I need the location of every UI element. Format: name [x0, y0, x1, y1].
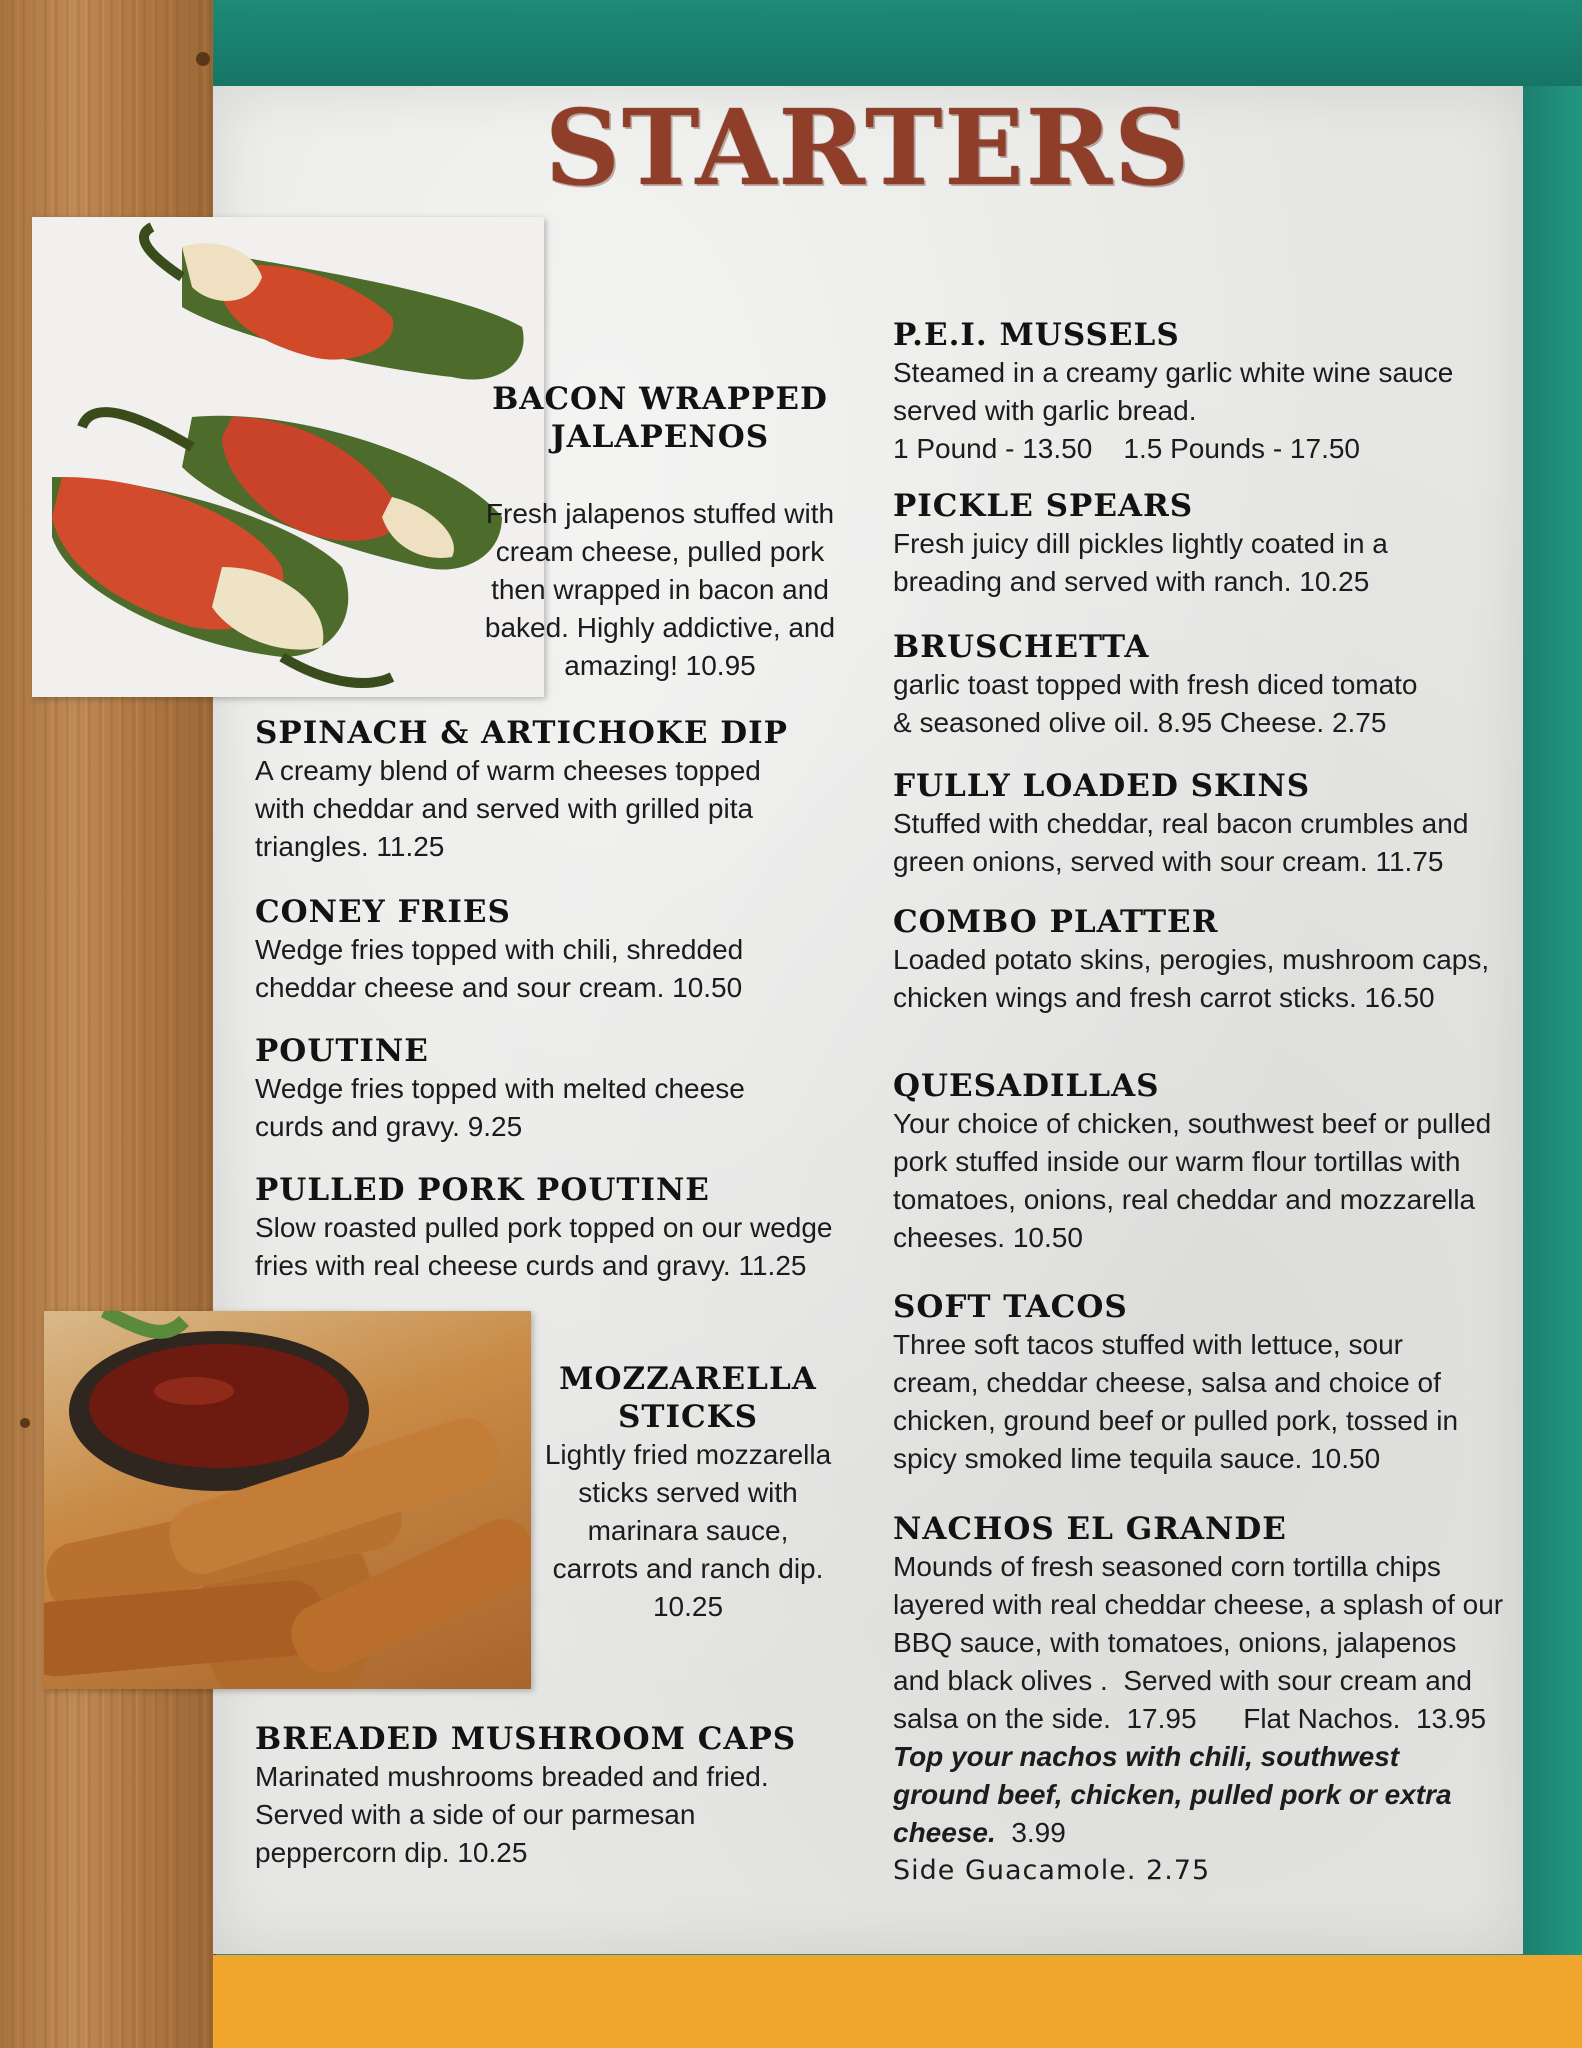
menu-item	[255, 1032, 815, 1146]
item-name: POUTINE	[255, 1033, 429, 1069]
item-name: P.E.I. MUSSELS	[893, 317, 1180, 353]
wood-knot	[20, 1418, 30, 1428]
menu-item	[480, 380, 840, 456]
item-desc: garlic toast topped with fresh diced tomato & seasoned olive oil. 8.95 Cheese. 2.75	[893, 669, 1418, 738]
item-name: MOZZARELLA STICKS	[559, 1361, 817, 1435]
menu-item	[255, 714, 855, 866]
item-desc: Wedge fries topped with melted cheese curds and gravy. 9.25	[255, 1073, 745, 1142]
item-name: BACON WRAPPED JALAPENOS	[492, 381, 828, 455]
item-name: SPINACH & ARTICHOKE DIP	[255, 715, 788, 751]
item-desc: Fresh jalapenos stuffed with cream cheese, pulled pork then wrapped in bacon and baked. Highly addictive, and amazing! 10.95	[484, 498, 836, 681]
item-desc: Mounds of fresh seasoned corn tortilla chips layered with real cheddar cheese, a splash of our BBQ sauce, with tomatoes, onions, jalapenos and black olives . Served with sour cream and salsa on the side. 17.95 Flat Nachos. 13.95	[893, 1551, 1511, 1734]
page-title: STARTERS	[544, 86, 1192, 209]
teal-side-band	[1522, 86, 1582, 2048]
item-desc: Your choice of chicken, southwest beef or pulled pork stuffed inside our warm flour tortillas with tomatoes, onions, real cheddar and mozzarella cheeses. 10.50	[893, 1108, 1492, 1253]
nacho-toppings	[893, 1738, 1493, 1852]
item-name: BREADED MUSHROOM CAPS	[255, 1721, 797, 1757]
menu-item	[893, 903, 1503, 1017]
menu-item	[893, 316, 1503, 468]
item-desc: Steamed in a creamy garlic white wine sauce served with garlic bread.	[893, 357, 1454, 426]
item-desc: Slow roasted pulled pork topped on our wedge fries with real cheese curds and gravy. 11.25	[255, 1212, 833, 1281]
menu-item	[893, 628, 1503, 742]
item-name: BRUSCHETTA	[893, 629, 1150, 665]
menu-item	[893, 487, 1503, 601]
item-desc: Three soft tacos stuffed with lettuce, sour cream, cheddar cheese, salsa and choice of chicken, ground beef or pulled pork, tossed in spicy smoked lime tequila sauce. 10.50	[893, 1329, 1459, 1474]
bacon-wrapped-jalapenos-photo	[32, 217, 544, 697]
item-name: PICKLE SPEARS	[893, 488, 1194, 524]
orange-footer-band	[213, 1955, 1582, 2048]
menu-item	[893, 1067, 1503, 1257]
topping-price: 3.99	[1011, 1817, 1066, 1848]
item-name: FULLY LOADED SKINS	[893, 768, 1311, 804]
item-desc: Fresh juicy dill pickles lightly coated in a breading and served with ranch. 10.25	[893, 528, 1388, 597]
mozzarella-sticks-photo	[44, 1311, 531, 1689]
item-desc: Stuffed with cheddar, real bacon crumbles and green onions, served with sour cream. 11.75	[893, 808, 1469, 877]
menu-item-description	[480, 495, 840, 685]
item-desc: Loaded potato skins, perogies, mushroom caps, chicken wings and fresh carrot sticks. 16.50	[893, 944, 1490, 1013]
side-guacamole: Side Guacamole. 2.75	[893, 1855, 1211, 1886]
menu-item	[893, 1510, 1511, 1890]
topping-text: Top your nachos with chili, southwest ground beef, chicken, pulled pork or extra cheese.	[893, 1741, 1452, 1848]
item-prices: 1 Pound - 13.50 1.5 Pounds - 17.50	[893, 433, 1361, 464]
menu-item	[893, 1288, 1503, 1478]
item-name: SOFT TACOS	[893, 1289, 1128, 1325]
item-name: COMBO PLATTER	[893, 904, 1219, 940]
item-desc: Marinated mushrooms breaded and fried. Served with a side of our parmesan peppercorn dip. 10.25	[255, 1761, 769, 1868]
wood-knot	[196, 52, 210, 66]
item-desc: Lightly fried mozzarella sticks served with marinara sauce, carrots and ranch dip. 10.25	[544, 1439, 832, 1622]
menu-item	[893, 767, 1503, 881]
menu-item	[255, 893, 815, 1007]
item-name: CONEY FRIES	[255, 894, 511, 930]
item-desc: A creamy blend of warm cheeses topped with cheddar and served with grilled pita triangles. 11.25	[255, 755, 761, 862]
menu-item	[255, 1171, 855, 1285]
item-desc: Wedge fries topped with chili, shredded cheddar cheese and sour cream. 10.50	[255, 934, 744, 1003]
item-name: QUESADILLAS	[893, 1068, 1160, 1104]
item-name: PULLED PORK POUTINE	[255, 1172, 710, 1208]
menu-item	[255, 1720, 855, 1872]
teal-header-band	[213, 0, 1582, 86]
item-name: NACHOS EL GRANDE	[893, 1511, 1287, 1547]
menu-item	[542, 1360, 834, 1626]
